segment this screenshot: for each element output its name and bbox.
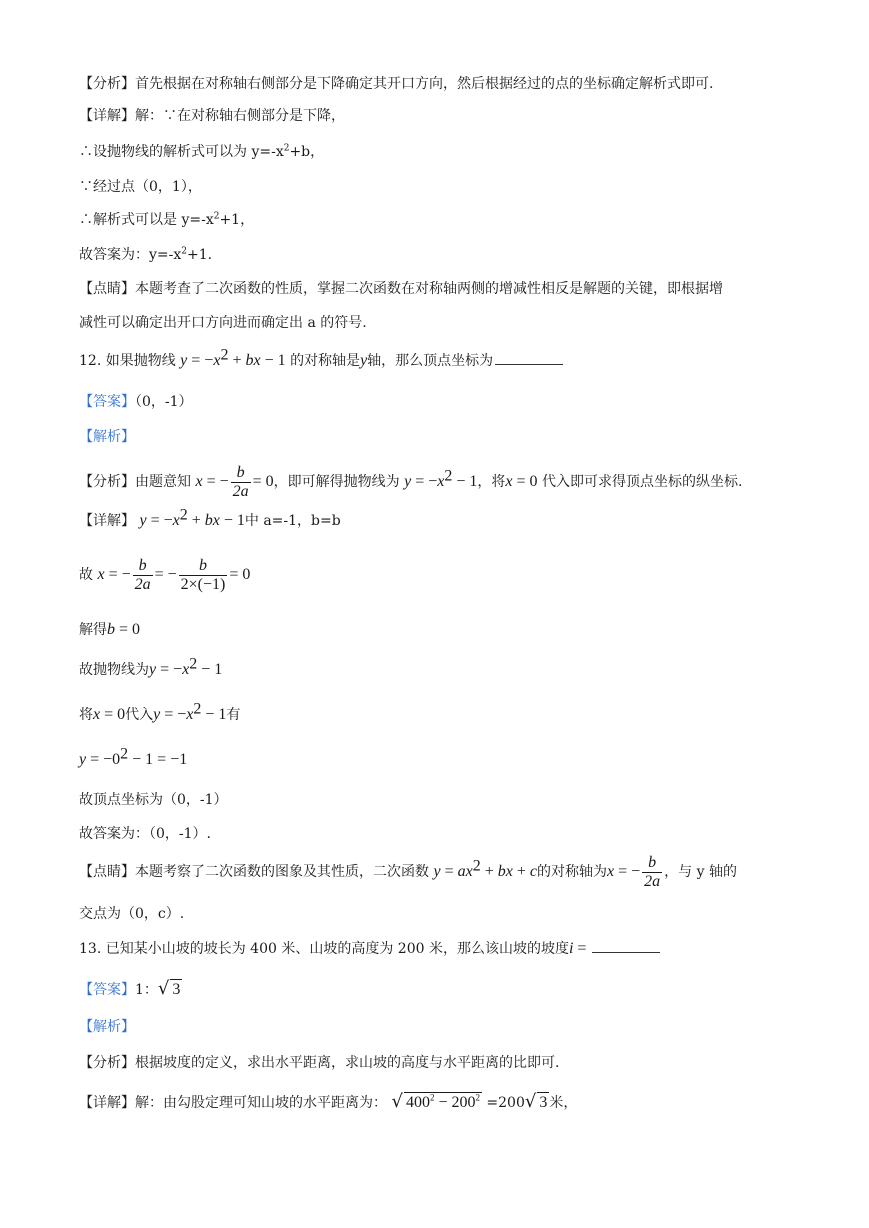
prev-analysis: 【分析】首先根据在对称轴右侧部分是下降确定其开口方向，然后根据经过的点的坐标确定解析式即可. [79, 76, 714, 92]
q12-stem: 12. 如果抛物线 $y = -x^2$ + bx − 1 的对称轴是y轴，那么顶点坐标为 [79, 351, 563, 371]
q12-answer: 【答案】（0，-1） [79, 394, 193, 410]
q13-jiexi-label: 【解析】 [79, 1019, 135, 1035]
q12-parabola: 故抛物线为$y = -x^2 - 1$ [79, 655, 223, 678]
prev-comment-1: 【点睛】本题考查了二次函数的性质，掌握二次函数在对称轴两侧的增减性相反是解题的关键，即根据增 [79, 281, 723, 297]
prev-step2: ∵经过点（0，1）， [79, 179, 202, 195]
q12-solve-b: 解得b = 0 [79, 621, 141, 638]
q13-detail: 【详解】解：由勾股定理可知山坡的水平距离为： √ $400^2 - 200^2 =200√$ 3 米， [79, 1091, 578, 1112]
q12-answer-blank [495, 352, 563, 365]
q13-stem: 13. 已知某小山坡的坡长为 400 米、山坡的高度为 200 米，那么该山坡的坡度i = [79, 939, 660, 959]
q12-detail: 【详解】 $y = -x^2$ + bx − 1中 a=-1，b=b [79, 506, 341, 529]
q12-jiexi-label: 【解析】 [79, 429, 135, 445]
prev-step1: ∴设抛物线的解析式可以为 $y=-x^2+b$， [79, 143, 325, 160]
q12-final: 故答案为：（0，-1）. [79, 826, 211, 842]
q13-answer-blank [592, 940, 660, 953]
q12-comment-2: 交点为（0，c）. [79, 906, 185, 922]
prev-detail: 【详解】解：∵在对称轴右侧部分是下降， [79, 108, 345, 124]
q12-substitute: 将x = 0代入$y = -x^2 - 1$有 [79, 700, 241, 723]
q12-compute: $y = -0^2 - 1 = -1$ [79, 745, 188, 768]
q12-comment: 【点睛】本题考察了二次函数的图象及其性质，二次函数 $y = ax^2$ + bx + c的对称轴为x = − $\frac{b}{2a}$ ，与 y 轴的 [79, 853, 737, 890]
q13-answer: 【答案】1：√ 3 [79, 978, 181, 999]
q12-derive-x: 故 x = − $\frac{b}{2a}$ = − $\frac{b}{2\times(-1)}$ = 0 [79, 556, 251, 593]
prev-comment-2: 减性可以确定出开口方向进而确定出 a 的符号. [79, 315, 367, 331]
q12-analysis: 【分析】由题意知 x = − $\frac{b}{2a}$ = 0，即可解得抛物线为 $y = -x^2 - 1$，将x = 0 代入即可求得顶点坐标的纵坐标. [79, 463, 743, 500]
q12-vertex: 故顶点坐标为（0，-1） [79, 792, 228, 808]
q13-analysis: 【分析】根据坡度的定义，求出水平距离，求山坡的高度与水平距离的比即可. [79, 1055, 560, 1071]
prev-step3: ∴解析式可以是 $y=-x^2+1$， [79, 211, 255, 228]
prev-answer: 故答案为：$y=-x^2+1$. [79, 246, 213, 263]
